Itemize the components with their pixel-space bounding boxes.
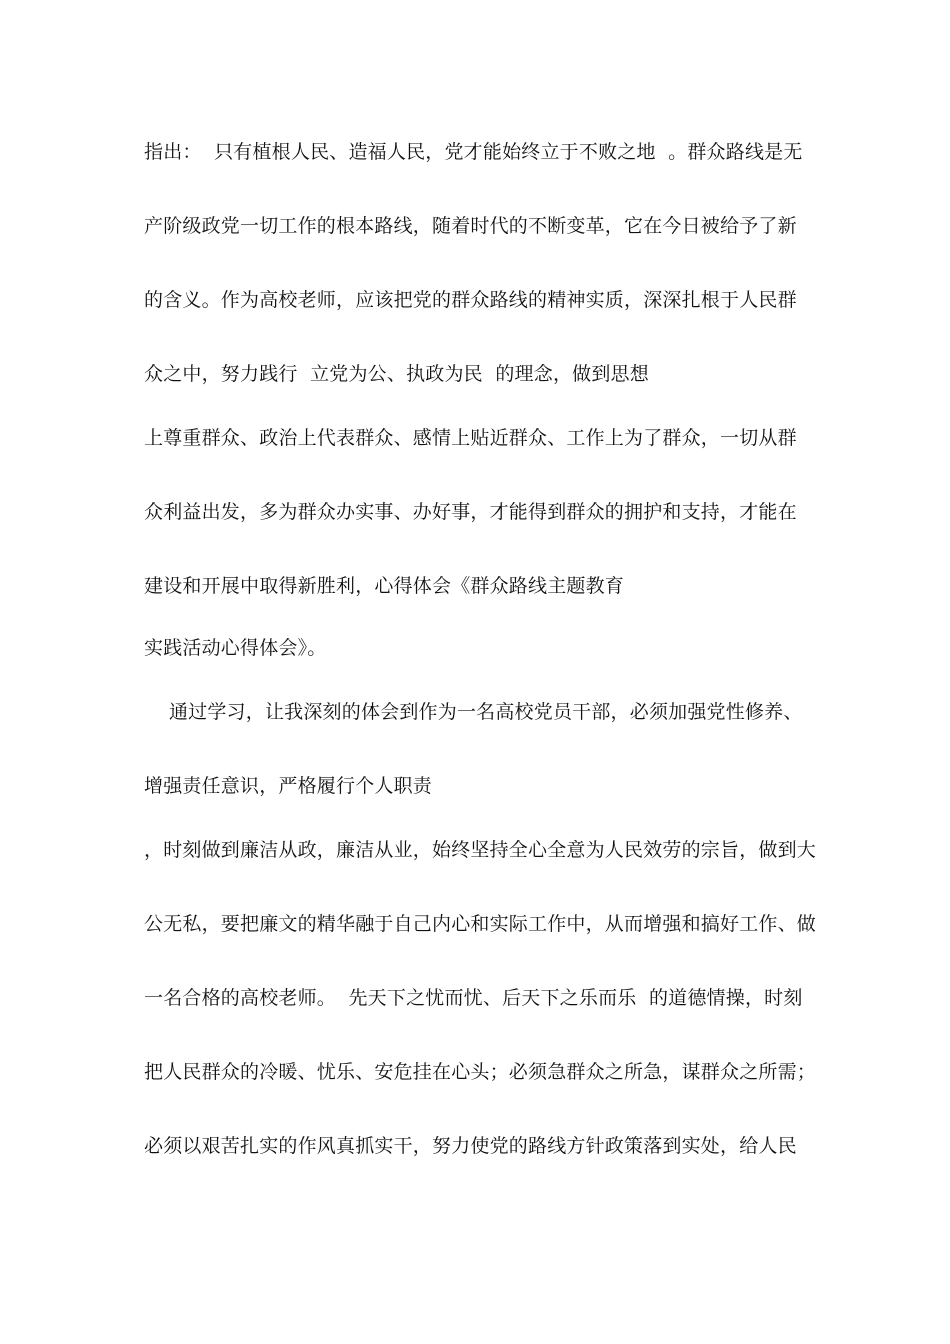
- text-line: 的含义。作为高校老师，应该把党的群众路线的精神实质，深深扎根于人民群: [144, 289, 797, 311]
- text-line: 指出： 只有植根人民、造福人民，党才能始终立于不败之地 。群众路线是无: [144, 141, 803, 163]
- text-line: 建设和开展中取得新胜利，心得体会《群众路线主题教育: [144, 575, 625, 597]
- text-line: 实践活动心得体会》。: [144, 637, 327, 659]
- text-line: 公无私，要把廉文的精华融于自己内心和实际工作中，从而增强和搞好工作、做: [144, 913, 817, 935]
- text-line: 众利益出发，多为群众办实事、办好事，才能得到群众的拥护和支持，才能在: [144, 501, 797, 523]
- text-line: 把人民群众的冷暖、忧乐、安危挂在心头；必须急群众之所急，谋群众之所需；: [144, 1061, 817, 1083]
- text-line: ，时刻做到廉洁从政，廉洁从业，始终坚持全心全意为人民效劳的宗旨，做到大: [144, 839, 817, 861]
- text-line: 通过学习，让我深刻的体会到作为一名高校党员干部，必须加强党性修养、: [144, 701, 803, 723]
- text-line: 必须以艰苦扎实的作风真抓实干，努力使党的路线方针政策落到实处，给人民: [144, 1135, 797, 1157]
- text-line: 增强责任意识，严格履行个人职责: [144, 775, 433, 797]
- text-line: 众之中，努力践行 立党为公、执政为民 的理念，做到思想: [144, 363, 649, 385]
- text-line: 上尊重群众、政治上代表群众、感情上贴近群众、工作上为了群众，一切从群: [144, 427, 797, 449]
- text-line: 产阶级政党一切工作的根本路线，随着时代的不断变革，它在今日被给予了新: [144, 215, 797, 237]
- text-line: 一名合格的高校老师。 先天下之忧而忧、后天下之乐而乐 的道德情操，时刻: [144, 987, 803, 1009]
